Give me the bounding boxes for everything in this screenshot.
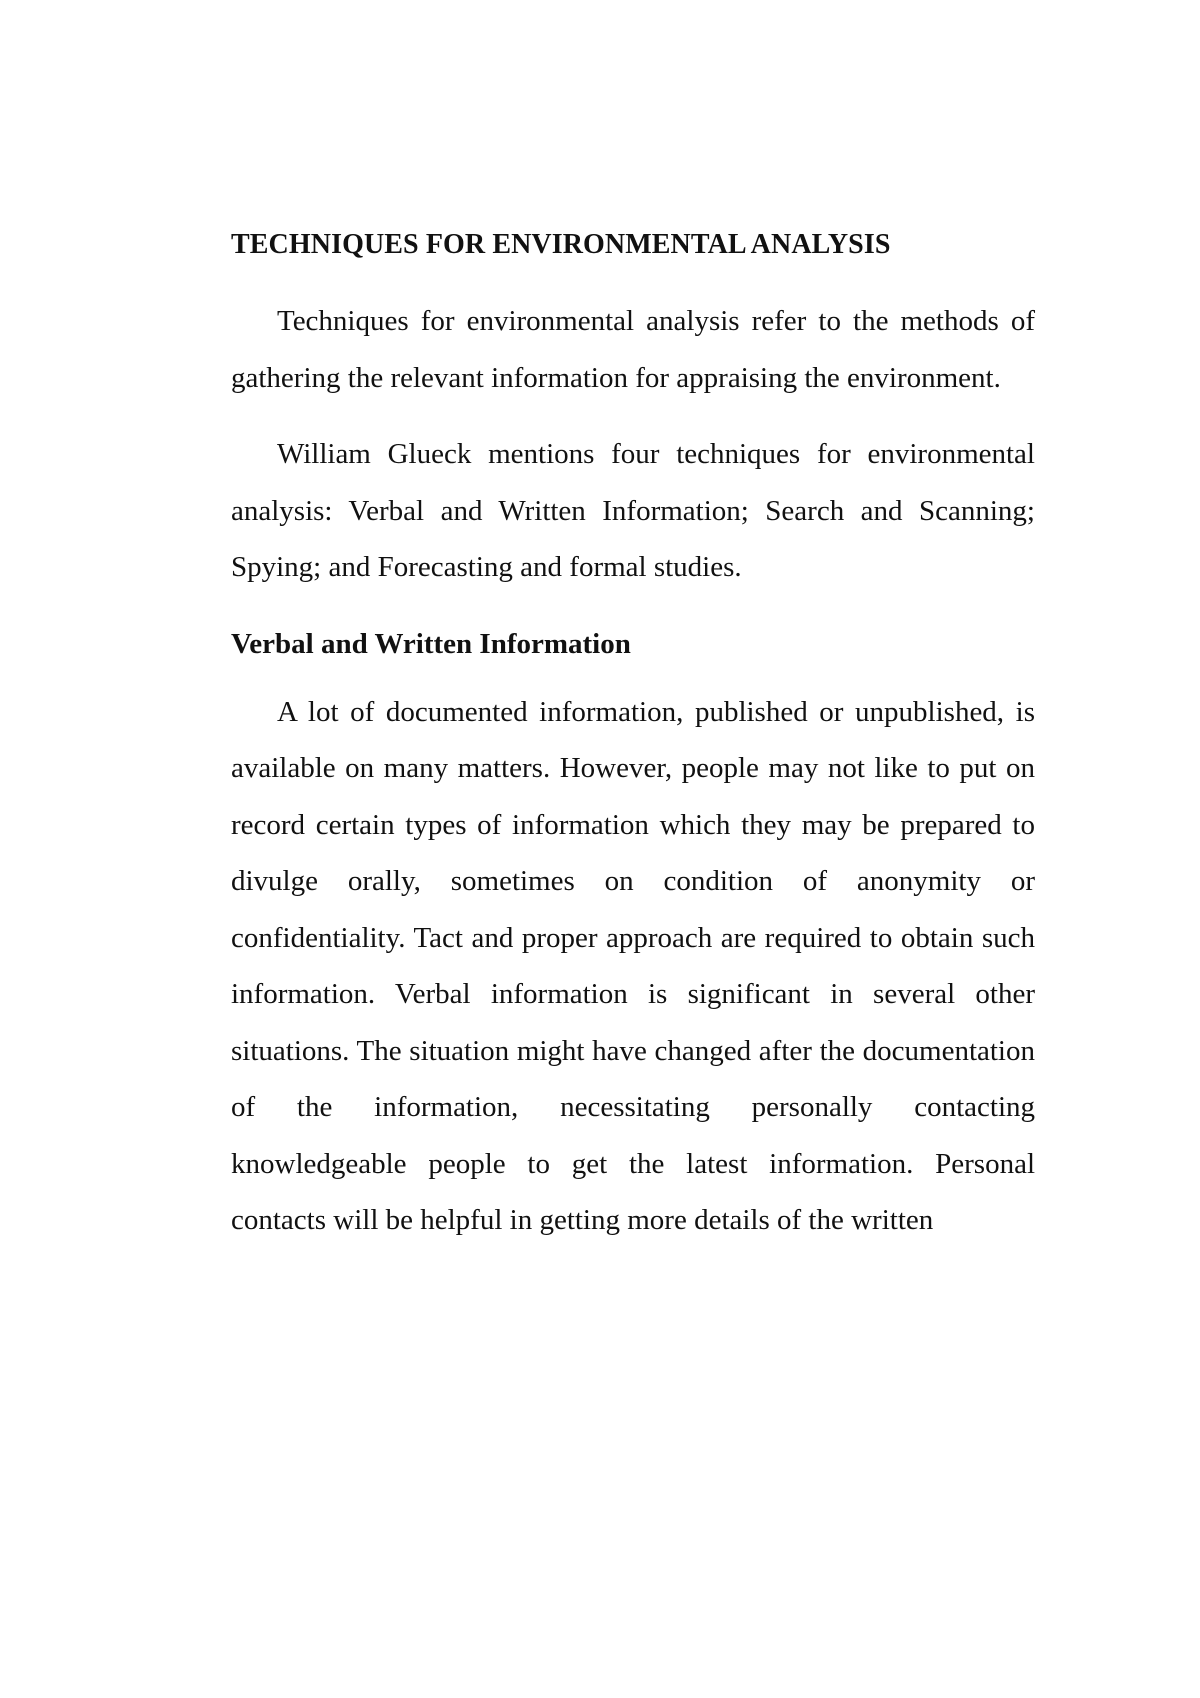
glueck-paragraph: William Glueck mentions four techniques for environmental analysis: Verbal and Written Information; Search and Scanning; Spying; and Forecasting and formal studies. (231, 438, 1035, 583)
verbal-written-paragraph: A lot of documented information, published or unpublished, is available on many matters. However, people may not like to put on record certain types of information which they may be prepared to divulge orally, sometimes on condition of anonymity or confidentiality. Tact and proper approach are required to obtain such information. Verbal information is significant in several other situations. The situation might have changed after the documentation of the information, necessitating personally contacting knowledgeable people to get the latest information. Personal contacts will be helpful in getting more details of the written (231, 695, 1035, 1236)
document-page (231, 225, 1035, 1269)
intro-paragraph: Techniques for environmental analysis refer to the methods of gathering the relevant information for appraising the environment. (231, 305, 1035, 394)
document-title: TECHNIQUES FOR ENVIRONMENTAL ANALYSIS (231, 229, 891, 260)
section-heading: Verbal and Written Information (231, 627, 631, 660)
